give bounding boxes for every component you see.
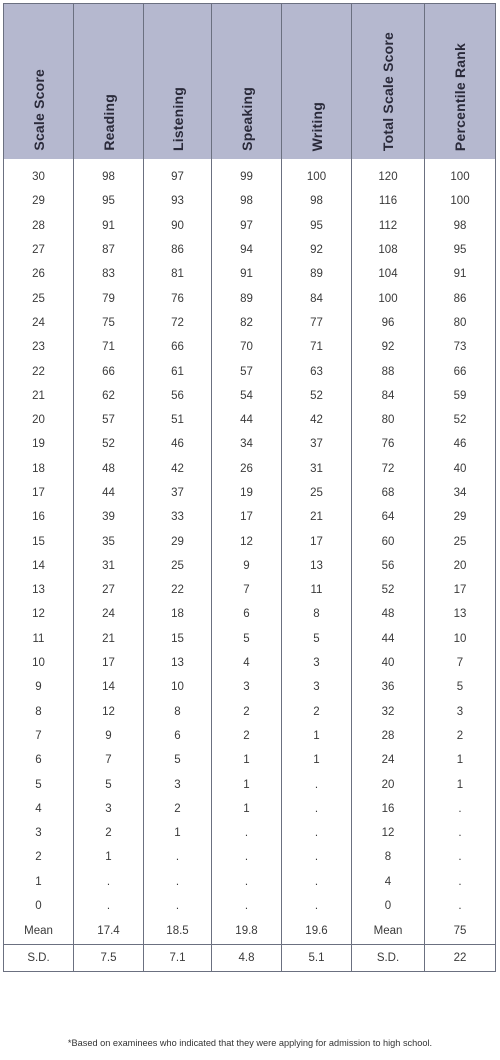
table-cell: 99 [212, 159, 282, 189]
table-cell: . [74, 894, 144, 918]
table-cell: . [212, 821, 282, 845]
table-cell: 76 [144, 286, 212, 310]
table-row [4, 675, 496, 699]
table-cell: 12 [352, 821, 425, 845]
table-row [4, 311, 496, 335]
table-cell: 0 [352, 894, 425, 918]
table-cell: 16 [352, 797, 425, 821]
table-row [4, 602, 496, 626]
table-cell: 52 [74, 432, 144, 456]
table-cell: 52 [352, 578, 425, 602]
table-cell: 5 [74, 772, 144, 796]
table-cell: 12 [212, 529, 282, 553]
table-cell: . [212, 894, 282, 918]
table-cell: 8 [352, 845, 425, 869]
table-cell: 98 [425, 214, 496, 238]
table-cell: 29 [4, 189, 74, 213]
table-cell: 25 [4, 286, 74, 310]
table-row [4, 651, 496, 675]
table-cell: 25 [425, 529, 496, 553]
table-cell: 15 [144, 627, 212, 651]
table-cell: 23 [4, 335, 74, 359]
table-cell: 95 [74, 189, 144, 213]
table-cell: 48 [352, 602, 425, 626]
table-cell: 77 [282, 311, 352, 335]
table-row [4, 700, 496, 724]
header-label: Speaking [238, 87, 255, 151]
table-row [4, 870, 496, 894]
header-cell-reading [74, 4, 144, 160]
table-cell: 27 [74, 578, 144, 602]
table-cell: 6 [212, 602, 282, 626]
table-cell: 5 [425, 675, 496, 699]
table-cell: . [282, 821, 352, 845]
table-cell: 2 [212, 724, 282, 748]
table-cell: 6 [144, 724, 212, 748]
table-cell: 71 [282, 335, 352, 359]
table-cell: 27 [4, 238, 74, 262]
header-label: Listening [169, 86, 186, 151]
table-cell: 10 [144, 675, 212, 699]
table-cell: 70 [212, 335, 282, 359]
table-cell: 60 [352, 529, 425, 553]
table-cell: 22 [144, 578, 212, 602]
table-cell: 80 [352, 408, 425, 432]
table-cell: 56 [144, 384, 212, 408]
table-cell: 3 [4, 821, 74, 845]
table-cell: . [425, 894, 496, 918]
table-cell: 1 [74, 845, 144, 869]
table-cell: 2 [144, 797, 212, 821]
table-cell: 76 [352, 432, 425, 456]
table-cell: 32 [352, 700, 425, 724]
sd-cell: 4.8 [212, 945, 282, 972]
header-cell-total-scale-score [352, 4, 425, 160]
table-cell: 108 [352, 238, 425, 262]
table-cell: 12 [74, 700, 144, 724]
table-cell: 13 [282, 554, 352, 578]
score-table [3, 3, 496, 972]
mean-cell: 19.8 [212, 918, 282, 945]
table-cell: 3 [425, 700, 496, 724]
table-cell: 9 [212, 554, 282, 578]
table-row [4, 189, 496, 213]
table-cell: 26 [212, 457, 282, 481]
table-cell: 7 [4, 724, 74, 748]
table-cell: 30 [4, 159, 74, 189]
table-cell: 1 [425, 748, 496, 772]
table-cell: 8 [144, 700, 212, 724]
table-cell: 11 [282, 578, 352, 602]
table-cell: 83 [74, 262, 144, 286]
table-cell: 31 [282, 457, 352, 481]
table-cell: 59 [425, 384, 496, 408]
table-cell: 18 [144, 602, 212, 626]
table-cell: 63 [282, 359, 352, 383]
mean-cell: 18.5 [144, 918, 212, 945]
table-row [4, 286, 496, 310]
table-cell: 20 [4, 408, 74, 432]
table-row [4, 214, 496, 238]
table-cell: 52 [425, 408, 496, 432]
table-row [4, 262, 496, 286]
table-cell: 2 [74, 821, 144, 845]
table-row [4, 335, 496, 359]
table-cell: 91 [425, 262, 496, 286]
table-cell: 37 [282, 432, 352, 456]
sd-cell: 7.5 [74, 945, 144, 972]
table-cell: 7 [212, 578, 282, 602]
table-cell: 72 [352, 457, 425, 481]
table-cell: 33 [144, 505, 212, 529]
table-cell: 90 [144, 214, 212, 238]
header-cell-scale-score [4, 4, 74, 160]
table-cell: 16 [4, 505, 74, 529]
table-cell: 1 [425, 772, 496, 796]
header-label: Total Scale Score [380, 31, 396, 151]
table-cell: 3 [144, 772, 212, 796]
table-cell: 79 [74, 286, 144, 310]
table-cell: . [425, 797, 496, 821]
table-cell: 100 [425, 189, 496, 213]
table-cell: 24 [74, 602, 144, 626]
table-cell: 10 [425, 627, 496, 651]
table-cell: 34 [425, 481, 496, 505]
table-cell: 91 [74, 214, 144, 238]
table-cell: 46 [144, 432, 212, 456]
table-cell: . [282, 870, 352, 894]
table-cell: 7 [425, 651, 496, 675]
table-cell: 2 [282, 700, 352, 724]
table-cell: 84 [352, 384, 425, 408]
table-cell: 42 [282, 408, 352, 432]
table-row [4, 384, 496, 408]
table-cell: 4 [352, 870, 425, 894]
table-row [4, 894, 496, 918]
table-cell: 89 [212, 286, 282, 310]
table-cell: 6 [4, 748, 74, 772]
table-cell: 3 [282, 651, 352, 675]
header-label: Reading [100, 94, 117, 151]
table-cell: 46 [425, 432, 496, 456]
table-cell: 1 [144, 821, 212, 845]
header-cell-speaking [212, 4, 282, 160]
table-cell: 3 [212, 675, 282, 699]
table-cell: 51 [144, 408, 212, 432]
table-cell: 19 [4, 432, 74, 456]
table-row [4, 457, 496, 481]
table-cell: 24 [352, 748, 425, 772]
table-cell: 62 [74, 384, 144, 408]
sd-cell: 22 [425, 945, 496, 972]
table-cell: 87 [74, 238, 144, 262]
table-cell: 17 [425, 578, 496, 602]
table-cell: 11 [4, 627, 74, 651]
table-cell: 84 [282, 286, 352, 310]
table-cell: 18 [4, 457, 74, 481]
table-cell: 92 [282, 238, 352, 262]
table-cell: 57 [74, 408, 144, 432]
table-cell: 13 [425, 602, 496, 626]
table-cell: 28 [352, 724, 425, 748]
table-cell: 82 [212, 311, 282, 335]
header-cell-percentile-rank [425, 4, 496, 160]
table-cell: 86 [144, 238, 212, 262]
mean-cell: 75 [425, 918, 496, 945]
mean-cell: 19.6 [282, 918, 352, 945]
table-cell: 120 [352, 159, 425, 189]
table-cell: 26 [4, 262, 74, 286]
table-cell: 66 [425, 359, 496, 383]
table-cell: 72 [144, 311, 212, 335]
table-cell: 40 [352, 651, 425, 675]
table-cell: 17 [4, 481, 74, 505]
sd-cell: S.D. [4, 945, 74, 972]
table-cell: 22 [4, 359, 74, 383]
mean-cell: Mean [4, 918, 74, 945]
table-cell: 4 [212, 651, 282, 675]
table-row [4, 159, 496, 189]
table-cell: 52 [282, 384, 352, 408]
table-cell: . [212, 870, 282, 894]
table-row [4, 481, 496, 505]
table-row [4, 845, 496, 869]
table-cell: 91 [212, 262, 282, 286]
table-row [4, 821, 496, 845]
table-row [4, 408, 496, 432]
table-cell: 81 [144, 262, 212, 286]
table-cell: 68 [352, 481, 425, 505]
table-cell: 1 [212, 772, 282, 796]
table-cell: 97 [212, 214, 282, 238]
table-cell: 44 [74, 481, 144, 505]
table-cell: 29 [425, 505, 496, 529]
table-cell: 42 [144, 457, 212, 481]
table-cell: 56 [352, 554, 425, 578]
table-cell: 80 [425, 311, 496, 335]
table-cell: 36 [352, 675, 425, 699]
table-cell: 94 [212, 238, 282, 262]
table-cell: 75 [74, 311, 144, 335]
header-cell-writing [282, 4, 352, 160]
table-cell: 66 [74, 359, 144, 383]
table-cell: 21 [74, 627, 144, 651]
table-cell: 3 [74, 797, 144, 821]
table-cell: 104 [352, 262, 425, 286]
table-row [4, 359, 496, 383]
table-row [4, 724, 496, 748]
table-row [4, 432, 496, 456]
table-cell: 44 [352, 627, 425, 651]
header-label: Scale Score [30, 69, 47, 151]
table-cell: . [425, 821, 496, 845]
table-cell: 19 [212, 481, 282, 505]
table-cell: . [144, 894, 212, 918]
table-cell: 3 [282, 675, 352, 699]
table-cell: 25 [144, 554, 212, 578]
table-cell: . [144, 870, 212, 894]
table-cell: 57 [212, 359, 282, 383]
sd-cell: S.D. [352, 945, 425, 972]
table-cell: 61 [144, 359, 212, 383]
table-cell: 0 [4, 894, 74, 918]
table-row [4, 505, 496, 529]
table-cell: 5 [4, 772, 74, 796]
table-cell: . [212, 845, 282, 869]
table-cell: 100 [282, 159, 352, 189]
table-row [4, 578, 496, 602]
table-cell: 31 [74, 554, 144, 578]
table-body [4, 159, 496, 972]
mean-cell: Mean [352, 918, 425, 945]
table-cell: 25 [282, 481, 352, 505]
table-row [4, 238, 496, 262]
sd-cell: 7.1 [144, 945, 212, 972]
table-cell: 17 [212, 505, 282, 529]
table-cell: 98 [212, 189, 282, 213]
table-cell: 1 [282, 724, 352, 748]
table-cell: . [282, 772, 352, 796]
table-cell: 1 [212, 797, 282, 821]
table-cell: . [282, 797, 352, 821]
table-cell: 92 [352, 335, 425, 359]
table-cell: 10 [4, 651, 74, 675]
table-cell: 8 [4, 700, 74, 724]
table-cell: 29 [144, 529, 212, 553]
table-cell: 21 [4, 384, 74, 408]
table-cell: 44 [212, 408, 282, 432]
table-cell: 1 [4, 870, 74, 894]
sd-row [4, 945, 496, 972]
table-cell: . [144, 845, 212, 869]
table-cell: 28 [4, 214, 74, 238]
table-cell: 97 [144, 159, 212, 189]
table-cell: 20 [352, 772, 425, 796]
table-cell: . [425, 845, 496, 869]
header-cell-listening [144, 4, 212, 160]
table-cell: 34 [212, 432, 282, 456]
table-cell: 1 [282, 748, 352, 772]
table-cell: 48 [74, 457, 144, 481]
score-table-container [3, 3, 495, 1033]
table-cell: 73 [425, 335, 496, 359]
mean-cell: 17.4 [74, 918, 144, 945]
table-cell: 39 [74, 505, 144, 529]
table-cell: 95 [282, 214, 352, 238]
header-row [4, 4, 496, 160]
table-cell: 64 [352, 505, 425, 529]
table-cell: 95 [425, 238, 496, 262]
table-cell: 2 [212, 700, 282, 724]
footnote: *Based on examinees who indicated that they were applying for admission to high school. [67, 1038, 433, 1048]
table-row [4, 748, 496, 772]
table-cell: 37 [144, 481, 212, 505]
table-cell: 88 [352, 359, 425, 383]
table-row [4, 627, 496, 651]
table-cell: 5 [144, 748, 212, 772]
table-cell: 20 [425, 554, 496, 578]
table-cell: 2 [425, 724, 496, 748]
table-cell: 100 [425, 159, 496, 189]
table-cell: 1 [212, 748, 282, 772]
table-header [4, 4, 496, 160]
table-cell: 13 [144, 651, 212, 675]
table-cell: 9 [4, 675, 74, 699]
header-label: Percentile Rank [452, 42, 468, 151]
table-row [4, 554, 496, 578]
table-cell: 96 [352, 311, 425, 335]
table-cell: 17 [74, 651, 144, 675]
table-cell: 100 [352, 286, 425, 310]
table-cell: 93 [144, 189, 212, 213]
table-cell: 5 [282, 627, 352, 651]
table-cell: 21 [282, 505, 352, 529]
table-cell: 35 [74, 529, 144, 553]
table-cell: 14 [4, 554, 74, 578]
sd-cell: 5.1 [282, 945, 352, 972]
table-cell: 54 [212, 384, 282, 408]
table-cell: 24 [4, 311, 74, 335]
table-cell: 12 [4, 602, 74, 626]
table-cell: 98 [74, 159, 144, 189]
table-cell: 8 [282, 602, 352, 626]
table-cell: 2 [4, 845, 74, 869]
table-cell: 9 [74, 724, 144, 748]
table-cell: . [74, 870, 144, 894]
header-label: Writing [308, 101, 325, 151]
table-cell: 116 [352, 189, 425, 213]
table-cell: . [282, 894, 352, 918]
table-cell: 71 [74, 335, 144, 359]
table-cell: 86 [425, 286, 496, 310]
table-cell: 15 [4, 529, 74, 553]
table-row [4, 797, 496, 821]
table-cell: 7 [74, 748, 144, 772]
table-cell: 89 [282, 262, 352, 286]
table-cell: 4 [4, 797, 74, 821]
table-cell: 40 [425, 457, 496, 481]
table-cell: 17 [282, 529, 352, 553]
table-cell: . [282, 845, 352, 869]
table-row [4, 772, 496, 796]
table-cell: 14 [74, 675, 144, 699]
table-cell: 112 [352, 214, 425, 238]
table-cell: 98 [282, 189, 352, 213]
table-cell: 13 [4, 578, 74, 602]
table-row [4, 529, 496, 553]
table-cell: 66 [144, 335, 212, 359]
table-cell: . [425, 870, 496, 894]
mean-row [4, 918, 496, 945]
table-cell: 5 [212, 627, 282, 651]
